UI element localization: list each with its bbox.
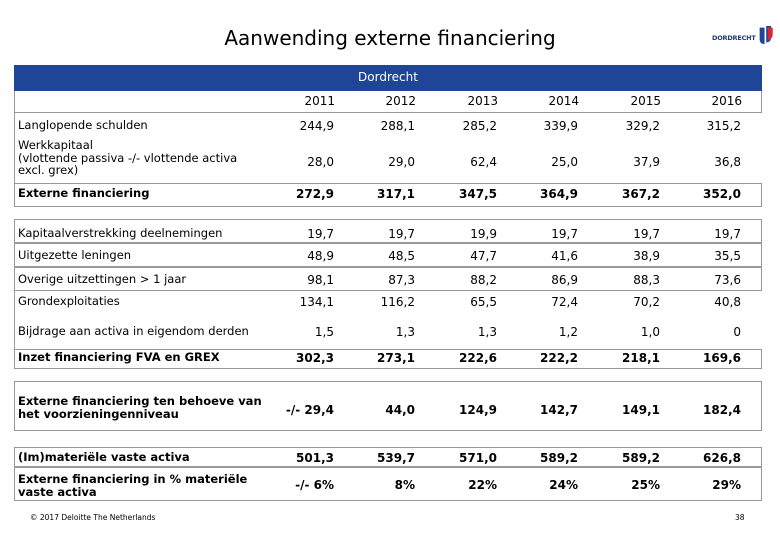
- table-row: [14, 349, 762, 369]
- cell-2012: 288,1: [380, 119, 415, 133]
- table-row: [14, 267, 762, 291]
- row-label: Uitgezette leningen: [18, 248, 132, 262]
- cell-2011: 28,0: [307, 155, 334, 169]
- table-group-header: [14, 65, 762, 91]
- cell-2016: 36,8: [714, 155, 741, 169]
- table-row: [14, 113, 762, 137]
- financing-table: [14, 65, 762, 499]
- table-row: [14, 467, 762, 501]
- cell-2013: 571,0: [459, 451, 497, 465]
- cell-2016: 626,8: [703, 451, 741, 465]
- cell-2014: 364,9: [540, 187, 578, 201]
- row-label: Werkkapitaal (vlottende passiva -/- vlottende activa excl. grex): [18, 138, 238, 177]
- cell-2014: 222,2: [540, 351, 578, 365]
- cell-2012: 8%: [394, 478, 415, 492]
- cell-2011: -/- 6%: [295, 478, 334, 492]
- row-label: (Im)materiële vaste activa: [18, 450, 190, 464]
- cell-2011: 98,1: [307, 273, 334, 287]
- cell-2014: 24%: [549, 478, 578, 492]
- cell-2013: 47,7: [470, 249, 497, 263]
- cell-2016: 73,6: [714, 273, 741, 287]
- cell-2015: 367,2: [622, 187, 660, 201]
- cell-2011: 244,9: [299, 119, 334, 133]
- cell-2013: 347,5: [459, 187, 497, 201]
- cell-2013: 65,5: [470, 295, 497, 309]
- cell-2016: 352,0: [703, 187, 741, 201]
- cell-2015: 19,7: [633, 227, 660, 241]
- page-title: Aanwending externe financiering: [224, 26, 556, 50]
- cell-2016: 169,6: [703, 351, 741, 365]
- cell-2015: 37,9: [633, 155, 660, 169]
- cell-2012: 116,2: [380, 295, 415, 309]
- year-2015: 2015: [630, 94, 661, 108]
- table-row: [14, 219, 762, 243]
- row-label: Langlopende schulden: [18, 118, 148, 132]
- row-label: Overige uitzettingen > 1 jaar: [18, 272, 187, 286]
- cell-2011: 272,9: [296, 187, 334, 201]
- cell-2011: 48,9: [307, 249, 334, 263]
- footer-copyright: © 2017 Deloitte The Netherlands: [30, 513, 156, 522]
- row-label: Externe financiering: [18, 186, 150, 200]
- cell-2014: 86,9: [551, 273, 578, 287]
- row-label: Externe financiering in % materiële vaste activa: [18, 472, 248, 499]
- cell-2012: 29,0: [388, 155, 415, 169]
- cell-2012: 87,3: [388, 273, 415, 287]
- cell-2014: 1,2: [558, 325, 578, 339]
- row-label: Externe financiering ten behoeve van het voorzieningenniveau: [18, 394, 262, 421]
- cell-2015: 70,2: [633, 295, 660, 309]
- cell-2011: 1,5: [314, 325, 334, 339]
- table-row: [14, 183, 762, 207]
- cell-2012: 317,1: [377, 187, 415, 201]
- cell-2012: 48,5: [388, 249, 415, 263]
- logo-text: DORDRECHT: [712, 34, 756, 42]
- cell-2013: 1,3: [477, 325, 497, 339]
- table-row: [14, 137, 762, 183]
- cell-2013: 62,4: [470, 155, 497, 169]
- cell-2016: 29%: [712, 478, 741, 492]
- row-label: Inzet financiering FVA en GREX: [18, 350, 220, 364]
- cell-2013: 222,6: [459, 351, 497, 365]
- cell-2014: 339,9: [543, 119, 578, 133]
- table-row: [14, 243, 762, 267]
- cell-2015: 25%: [631, 478, 660, 492]
- cell-2015: 329,2: [625, 119, 660, 133]
- cell-2015: 88,3: [633, 273, 660, 287]
- row-label: Kapitaalverstrekking deelnemingen: [18, 226, 223, 240]
- year-2014: 2014: [548, 94, 579, 108]
- cell-2011: 501,3: [296, 451, 334, 465]
- cell-2011: 19,7: [307, 227, 334, 241]
- cell-2016: 0: [733, 325, 741, 339]
- cell-2012: 44,0: [385, 403, 415, 417]
- cell-2016: 19,7: [714, 227, 741, 241]
- table-row: [14, 381, 762, 431]
- cell-2013: 124,9: [459, 403, 497, 417]
- cell-2014: 25,0: [551, 155, 578, 169]
- year-2013: 2013: [467, 94, 498, 108]
- cell-2014: 72,4: [551, 295, 578, 309]
- row-label: Bijdrage aan activa in eigendom derden: [18, 324, 249, 338]
- cell-2014: 142,7: [540, 403, 578, 417]
- cell-2013: 22%: [468, 478, 497, 492]
- page-number: 38: [735, 513, 745, 522]
- cell-2016: 40,8: [714, 295, 741, 309]
- cell-2015: 1,0: [640, 325, 660, 339]
- cell-2015: 589,2: [622, 451, 660, 465]
- cell-2012: 19,7: [388, 227, 415, 241]
- cell-2015: 38,9: [633, 249, 660, 263]
- cell-2016: 35,5: [714, 249, 741, 263]
- table-row: [14, 315, 762, 349]
- year-2012: 2012: [385, 94, 416, 108]
- year-2011: 2011: [304, 94, 335, 108]
- table-row: [14, 291, 762, 315]
- cell-2013: 285,2: [462, 119, 497, 133]
- dordrecht-logo: [712, 20, 774, 50]
- year-header-row: [14, 91, 762, 113]
- cell-2014: 19,7: [551, 227, 578, 241]
- year-2016: 2016: [711, 94, 742, 108]
- cell-2012: 273,1: [377, 351, 415, 365]
- cell-2016: 315,2: [706, 119, 741, 133]
- cell-2014: 589,2: [540, 451, 578, 465]
- cell-2012: 1,3: [395, 325, 415, 339]
- cell-2011: 302,3: [296, 351, 334, 365]
- group-header-label: Dordrecht: [358, 70, 418, 84]
- cell-2011: 134,1: [299, 295, 334, 309]
- cell-2015: 218,1: [622, 351, 660, 365]
- cell-2016: 182,4: [703, 403, 741, 417]
- cell-2014: 41,6: [551, 249, 578, 263]
- cell-2013: 88,2: [470, 273, 497, 287]
- cell-2013: 19,9: [470, 227, 497, 241]
- flag-icon: [758, 22, 774, 48]
- cell-2011: -/- 29,4: [285, 403, 334, 417]
- row-label: Grondexploitaties: [18, 294, 120, 308]
- cell-2012: 539,7: [377, 451, 415, 465]
- cell-2015: 149,1: [622, 403, 660, 417]
- table-row: [14, 447, 762, 467]
